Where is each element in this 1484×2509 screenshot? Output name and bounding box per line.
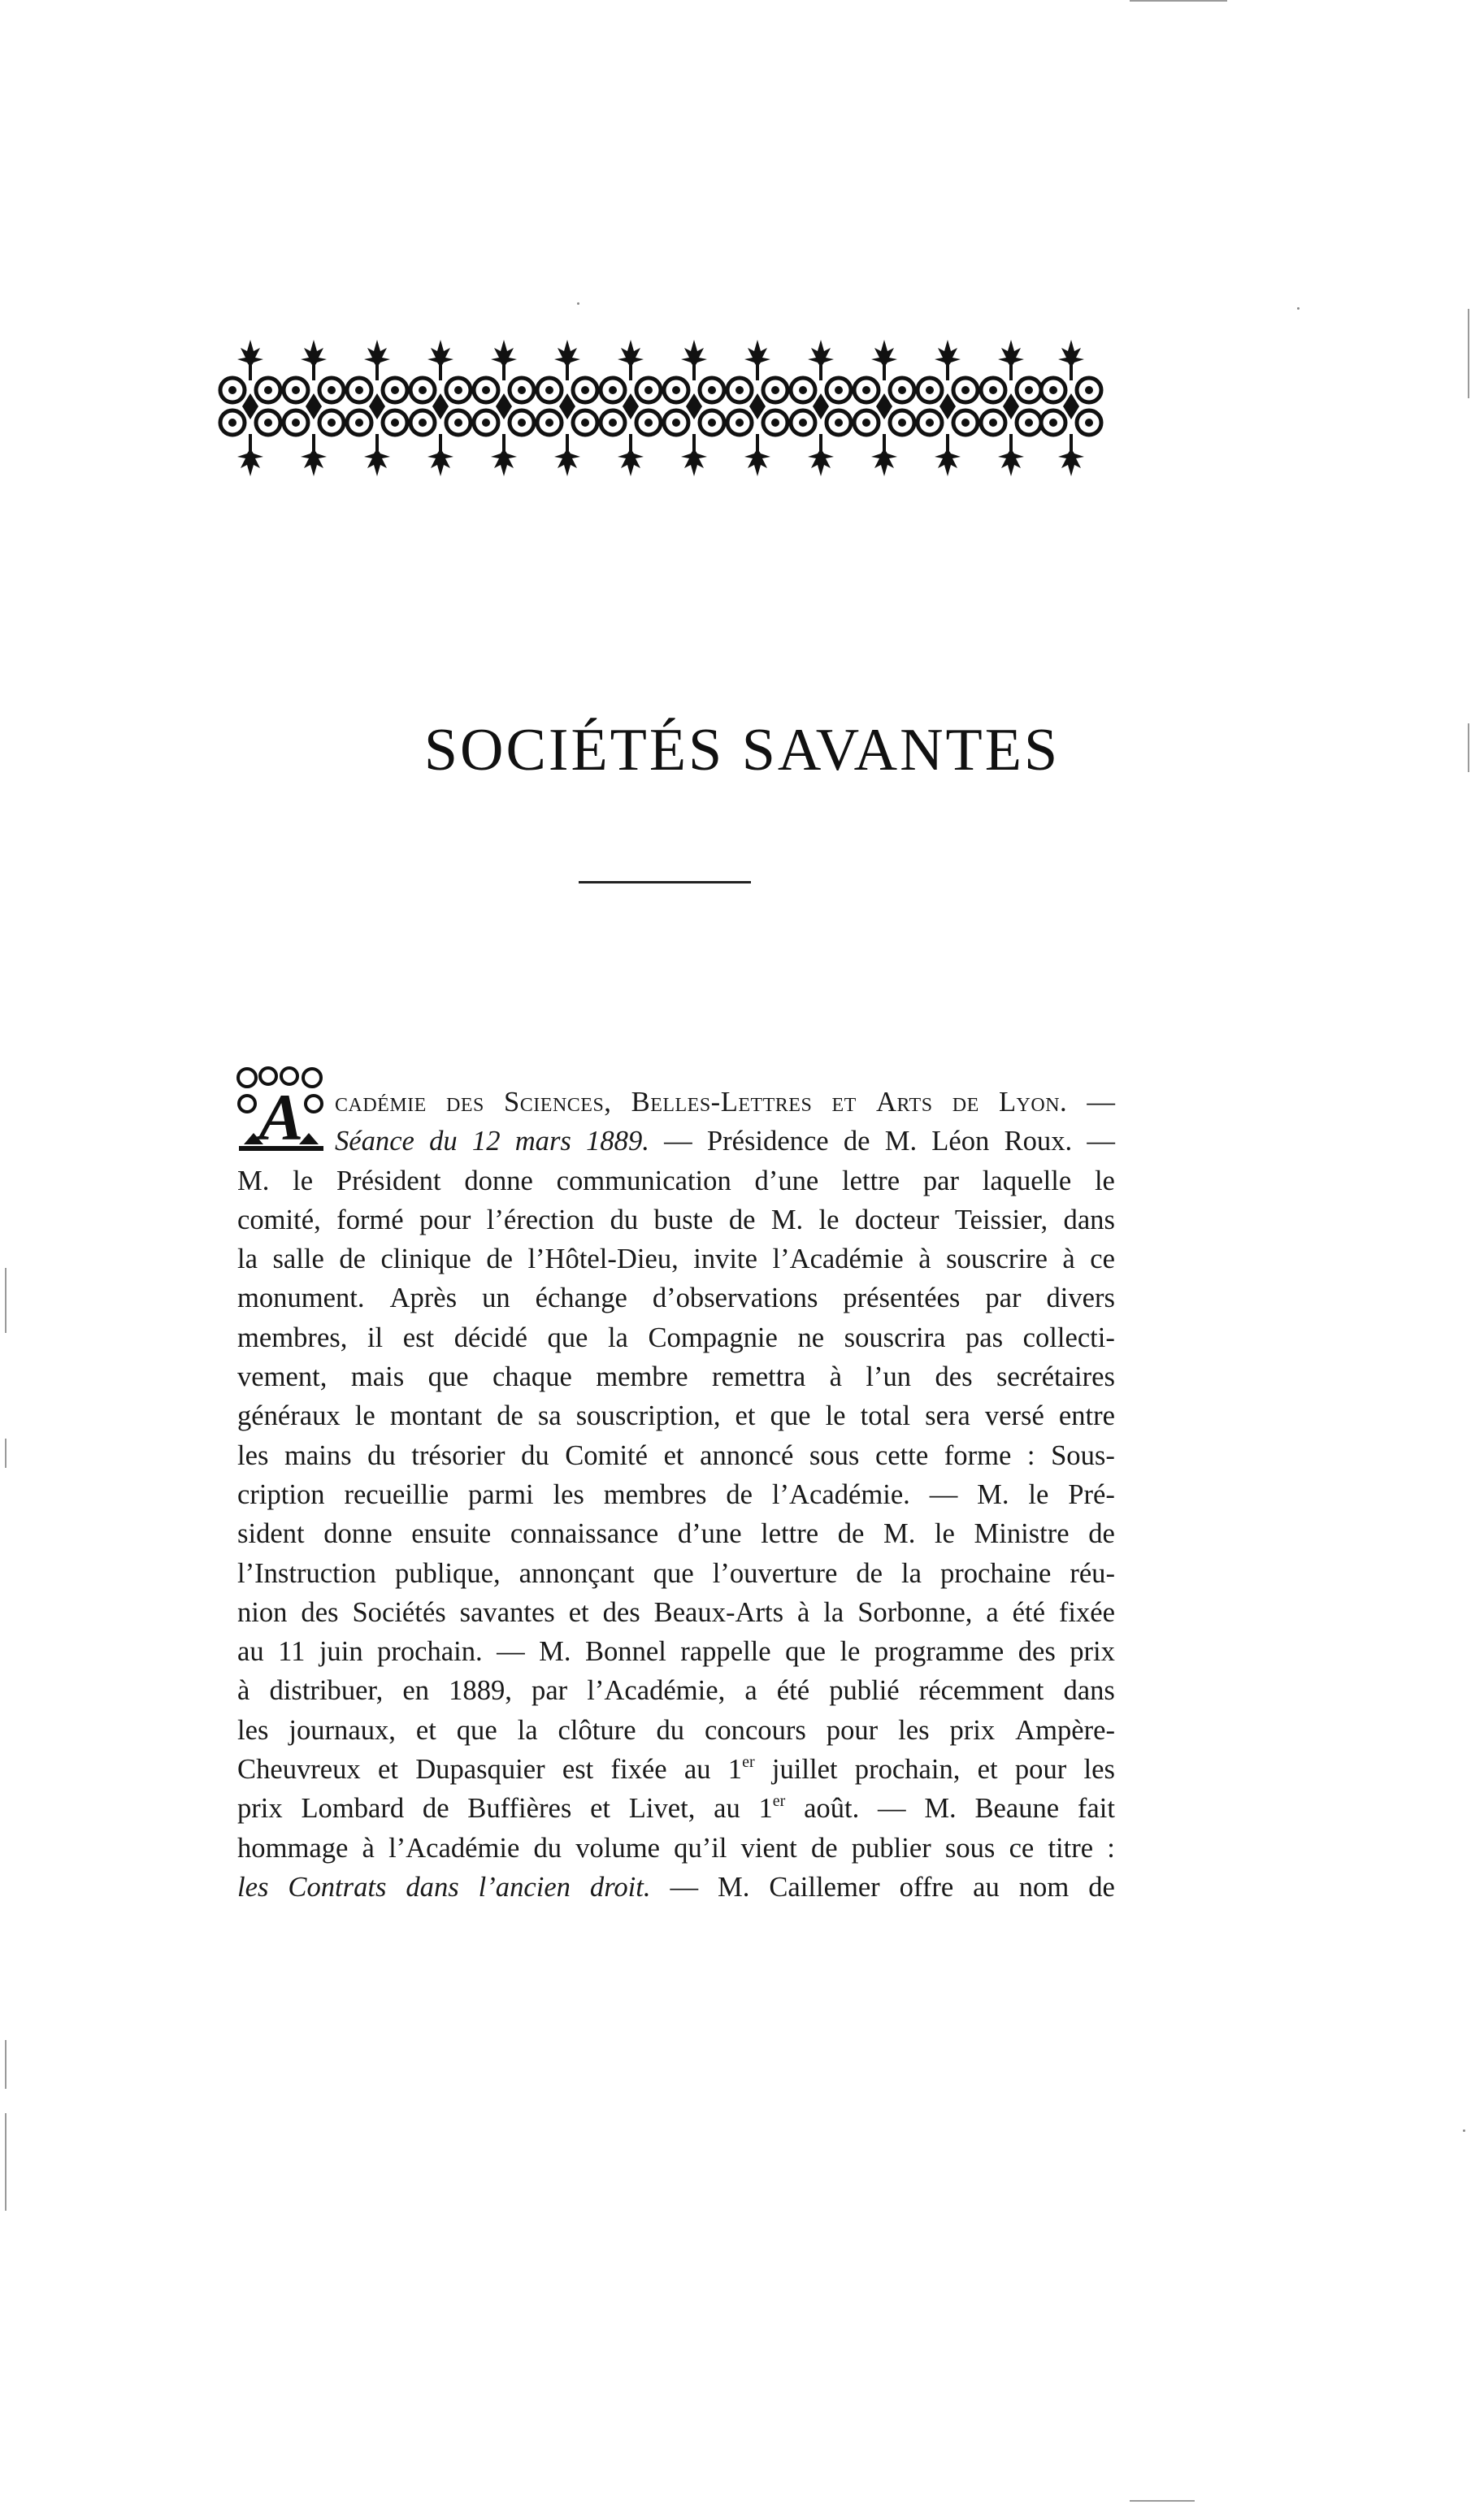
word: sous (809, 1439, 860, 1471)
word: le (825, 1400, 846, 1432)
word: offre (899, 1871, 954, 1903)
word: collecti- (1022, 1322, 1115, 1353)
word: le (818, 1204, 840, 1235)
word: août. (804, 1793, 860, 1825)
word: trésorier (411, 1439, 506, 1471)
word: 1er (727, 1753, 755, 1786)
word: l’ouverture (712, 1557, 838, 1589)
word: nom (1018, 1871, 1070, 1903)
word: l’Académie. (771, 1478, 910, 1510)
word: le (840, 1636, 861, 1668)
word: les (237, 1871, 269, 1903)
word: savantes (459, 1596, 555, 1628)
word: 1er (758, 1792, 786, 1825)
word: Teissier, (954, 1204, 1048, 1235)
word: généraux (237, 1400, 341, 1432)
word: — (929, 1478, 958, 1510)
text-line (237, 1514, 1115, 1553)
word: Cheuvreux (237, 1754, 361, 1786)
word: prix (237, 1793, 283, 1825)
word: réu- (1070, 1557, 1115, 1589)
text-line (237, 1671, 1115, 1710)
word: Contrats (288, 1871, 387, 1903)
word: que (770, 1400, 811, 1432)
word: fixée (610, 1754, 667, 1786)
word: mains (284, 1439, 352, 1471)
word: le (1094, 1165, 1115, 1196)
word: M. (237, 1165, 270, 1196)
word: échange (535, 1283, 627, 1314)
word: Compagnie (648, 1322, 778, 1353)
word: — (497, 1636, 525, 1668)
text-line (237, 1396, 1115, 1435)
word: que (653, 1557, 694, 1589)
word: 11 (278, 1636, 306, 1668)
word: de (810, 1832, 838, 1864)
word: communication (556, 1165, 731, 1196)
word: remettra (712, 1361, 806, 1393)
scan-artifact (1468, 309, 1469, 398)
word: la (517, 1714, 538, 1746)
word: du (610, 1204, 639, 1235)
word: des (446, 1087, 484, 1118)
word: divers (1046, 1283, 1115, 1314)
word: juin (319, 1636, 363, 1668)
superscript: er (772, 1792, 786, 1811)
word: souscrire (946, 1244, 1048, 1275)
word: des (935, 1361, 973, 1393)
word: parmi (467, 1478, 534, 1510)
word: de (726, 1478, 753, 1510)
word: de (339, 1244, 366, 1275)
title-divider (579, 881, 751, 883)
scan-artifact (1130, 2500, 1195, 2502)
word: Léon (931, 1126, 990, 1157)
word: un (482, 1283, 510, 1314)
word: ce (1090, 1244, 1115, 1275)
word: cadémie (335, 1087, 427, 1118)
word: Lombard (301, 1793, 405, 1825)
word: sident (237, 1518, 305, 1550)
word: Pré- (1068, 1478, 1115, 1510)
word: ensuite (411, 1518, 492, 1550)
word: et (735, 1400, 756, 1432)
scan-artifact (5, 1439, 7, 1468)
word: 12 (471, 1126, 501, 1157)
word: cription (237, 1478, 325, 1510)
scan-speck (1463, 2129, 1465, 2132)
word: Livet, (628, 1793, 696, 1825)
word: : (1107, 1832, 1115, 1864)
word: de (856, 1557, 883, 1589)
word: souscription, (575, 1400, 721, 1432)
word: par (922, 1165, 959, 1196)
word: du (656, 1714, 685, 1746)
word: Ministre (974, 1518, 1070, 1550)
word: prochain, (854, 1754, 961, 1786)
word: journaux, (289, 1714, 396, 1746)
word: rappelle (680, 1636, 771, 1668)
word: prochain. (377, 1636, 483, 1668)
word: et (590, 1793, 611, 1825)
word: hommage (237, 1832, 349, 1864)
word: que (785, 1636, 827, 1668)
word: à (918, 1244, 931, 1275)
word: l’Hôtel-Dieu, (527, 1244, 679, 1275)
word: de (728, 1204, 756, 1235)
word: Beaune (974, 1793, 1060, 1825)
word: sous (944, 1832, 996, 1864)
word: membres, (237, 1322, 348, 1353)
word: est (402, 1322, 435, 1353)
text-line (237, 1632, 1115, 1671)
word: par (985, 1283, 1022, 1314)
word: donne (464, 1165, 533, 1196)
word: des (301, 1596, 339, 1628)
word: M. (539, 1636, 571, 1668)
word: et (377, 1754, 398, 1786)
word: que (456, 1714, 497, 1746)
word: l’ancien (478, 1871, 571, 1903)
word: Bonnel (584, 1636, 666, 1668)
word: la (823, 1596, 844, 1628)
superscript: er (742, 1753, 755, 1772)
word: l’Académie (772, 1244, 904, 1275)
word: l’érection (486, 1204, 595, 1235)
word: prochaine (939, 1557, 1052, 1589)
text-line (237, 1239, 1115, 1278)
word: par (532, 1675, 568, 1707)
word: M. (884, 1126, 918, 1157)
word: décidé (453, 1322, 527, 1353)
word: Après (389, 1283, 458, 1314)
text-line (237, 1593, 1115, 1632)
word: Président (336, 1165, 441, 1196)
text-line (237, 1083, 1115, 1122)
word: formé (336, 1204, 404, 1235)
word: Sorbonne, (857, 1596, 973, 1628)
text-line (237, 1750, 1115, 1789)
text-line (237, 1318, 1115, 1357)
word: le (354, 1400, 375, 1432)
word: M. (977, 1478, 1009, 1510)
drop-cap-letter: A (258, 1080, 304, 1154)
word: invite (693, 1244, 757, 1275)
word: et (568, 1596, 589, 1628)
word: publier (851, 1832, 931, 1864)
word: Séance (335, 1126, 414, 1157)
word: a (986, 1596, 999, 1628)
word: M. (924, 1793, 957, 1825)
scan-artifact (1130, 0, 1227, 2)
word: — (1087, 1126, 1115, 1157)
word: que (547, 1322, 588, 1353)
word: programme (874, 1636, 1005, 1668)
word: versé (984, 1400, 1044, 1432)
word: buste (653, 1204, 714, 1235)
word: 1889, (449, 1675, 512, 1707)
word: annonçant (519, 1557, 635, 1589)
word: de (497, 1400, 523, 1432)
word: sera (925, 1400, 970, 1432)
word: Sociétés (352, 1596, 446, 1628)
word: volume (575, 1832, 660, 1864)
text-line (237, 1436, 1115, 1475)
word: — (878, 1793, 906, 1825)
word: au (714, 1793, 740, 1825)
word: de (952, 1087, 979, 1118)
scan-speck (577, 302, 579, 305)
word: nion (237, 1596, 288, 1628)
word: Présidence (706, 1126, 829, 1157)
word: et (831, 1087, 857, 1118)
word: les (553, 1478, 584, 1510)
word: connaissance (510, 1518, 659, 1550)
word: cette (874, 1439, 929, 1471)
word: mais (350, 1361, 405, 1393)
word: — (664, 1126, 692, 1157)
word: Arts (876, 1087, 933, 1118)
word: pas (965, 1322, 1004, 1353)
word: été (776, 1675, 810, 1707)
word: clôture (558, 1714, 636, 1746)
word: fixée (1058, 1596, 1115, 1628)
word: le (1028, 1478, 1049, 1510)
body-text (237, 1083, 1115, 1907)
word: droit. (589, 1871, 651, 1903)
word: salle (272, 1244, 324, 1275)
word: distribuer, (269, 1675, 384, 1707)
word: concours (705, 1714, 806, 1746)
word: clinique (380, 1244, 471, 1275)
word: et (415, 1714, 436, 1746)
word: la (607, 1322, 628, 1353)
word: entre (1058, 1400, 1115, 1432)
word: l’un (866, 1361, 912, 1393)
word: et (977, 1754, 998, 1786)
word: comité, (237, 1204, 321, 1235)
word: Belles-Lettres (631, 1087, 813, 1118)
word: et (663, 1439, 684, 1471)
word: Comité (565, 1439, 649, 1471)
word: donne (323, 1518, 393, 1550)
word: pour (419, 1204, 471, 1235)
scan-speck (1297, 307, 1300, 310)
word: dans (1063, 1204, 1115, 1235)
word: publié (829, 1675, 900, 1707)
word: des (602, 1596, 640, 1628)
word: pour (1014, 1754, 1067, 1786)
word: Lyon. (998, 1087, 1068, 1118)
text-line (237, 1278, 1115, 1317)
word: titre (1048, 1832, 1094, 1864)
word: du (429, 1126, 458, 1157)
word: Caillemer (769, 1871, 880, 1903)
word: annoncé (700, 1439, 794, 1471)
word: lettre (842, 1165, 900, 1196)
word: : (1026, 1439, 1035, 1471)
word: la (237, 1244, 258, 1275)
word: fait (1077, 1793, 1115, 1825)
word: pour (826, 1714, 879, 1746)
text-line (237, 1829, 1115, 1868)
word: l’Académie, (587, 1675, 726, 1707)
word: du (367, 1439, 396, 1471)
word: sa (537, 1400, 562, 1432)
word: l’Instruction (237, 1557, 376, 1589)
word: les (237, 1439, 269, 1471)
text-line (237, 1711, 1115, 1750)
word: M. (883, 1518, 916, 1550)
word: les (898, 1714, 930, 1746)
word: publique, (394, 1557, 501, 1589)
word: membre (596, 1361, 688, 1393)
word: Dupasquier (415, 1754, 545, 1786)
word: Roux. (1004, 1126, 1073, 1157)
word: dans (1063, 1675, 1115, 1707)
word: a (744, 1675, 757, 1707)
scan-artifact (5, 2113, 7, 2211)
word: 1889. (586, 1126, 649, 1157)
word: monument. (237, 1283, 365, 1314)
word: les (237, 1714, 269, 1746)
word: M. (770, 1204, 804, 1235)
word: chaque (492, 1361, 572, 1393)
word: montant (389, 1400, 483, 1432)
word: vient (740, 1832, 797, 1864)
word: au (237, 1636, 264, 1668)
word: à (796, 1596, 810, 1628)
word: à (362, 1832, 375, 1864)
word: — (670, 1871, 699, 1903)
word: lettre (761, 1518, 819, 1550)
word: la (900, 1557, 922, 1589)
text-line (237, 1357, 1115, 1396)
word: le (934, 1518, 955, 1550)
word: Beaux-Arts (653, 1596, 784, 1628)
word: laquelle (982, 1165, 1072, 1196)
word: ce (1009, 1832, 1035, 1864)
word: est (562, 1754, 594, 1786)
word: forme (944, 1439, 1012, 1471)
text-line (237, 1789, 1115, 1828)
word: de (486, 1244, 513, 1275)
word: ne (797, 1322, 825, 1353)
text-line (237, 1200, 1115, 1239)
word: juillet (771, 1754, 838, 1786)
word: docteur (854, 1204, 939, 1235)
text-line (237, 1868, 1115, 1907)
word: en (402, 1675, 429, 1707)
word: des (1018, 1636, 1056, 1668)
word: à (237, 1675, 250, 1707)
text-line (237, 1161, 1115, 1200)
word: de (422, 1793, 449, 1825)
word: vement, (237, 1361, 328, 1393)
word: d’une (677, 1518, 742, 1550)
text-line (237, 1475, 1115, 1514)
word: Buffières (467, 1793, 572, 1825)
word: au (683, 1754, 711, 1786)
word: membres (603, 1478, 707, 1510)
word: que (427, 1361, 469, 1393)
word: présentées (843, 1283, 961, 1314)
text-line (237, 1554, 1115, 1593)
word: Sous- (1051, 1439, 1115, 1471)
word: d’observations (652, 1283, 818, 1314)
word: mars (514, 1126, 571, 1157)
ornamental-fleuron-band (218, 340, 1104, 476)
word: au (973, 1871, 1000, 1903)
word: du (533, 1832, 562, 1864)
word: — (1087, 1087, 1115, 1118)
word: Ampère- (1015, 1714, 1115, 1746)
word: dans (406, 1871, 459, 1903)
word: M. (718, 1871, 750, 1903)
word: récemment (918, 1675, 1044, 1707)
word: les (1083, 1754, 1115, 1786)
word: recueillie (344, 1478, 449, 1510)
word: à (829, 1361, 842, 1393)
word: été (1012, 1596, 1045, 1628)
word: Sciences, (504, 1087, 612, 1118)
word: de (1088, 1871, 1115, 1903)
word: secrétaires (996, 1361, 1115, 1393)
word: d’une (754, 1165, 819, 1196)
word: de (843, 1126, 870, 1157)
word: qu’il (674, 1832, 727, 1864)
word: prix (1070, 1636, 1115, 1668)
word: prix (949, 1714, 996, 1746)
section-title: SOCIÉTÉS SAVANTES (423, 717, 1061, 784)
word: à (1062, 1244, 1075, 1275)
scan-artifact (5, 2040, 7, 2089)
word: du (521, 1439, 549, 1471)
word: il (367, 1322, 384, 1353)
text-line (237, 1122, 1115, 1161)
word: souscrira (844, 1322, 946, 1353)
word: de (837, 1518, 865, 1550)
word: le (293, 1165, 314, 1196)
word: total (860, 1400, 911, 1432)
word: l’Académie (388, 1832, 520, 1864)
word: de (1088, 1518, 1115, 1550)
scan-artifact (5, 1268, 7, 1333)
